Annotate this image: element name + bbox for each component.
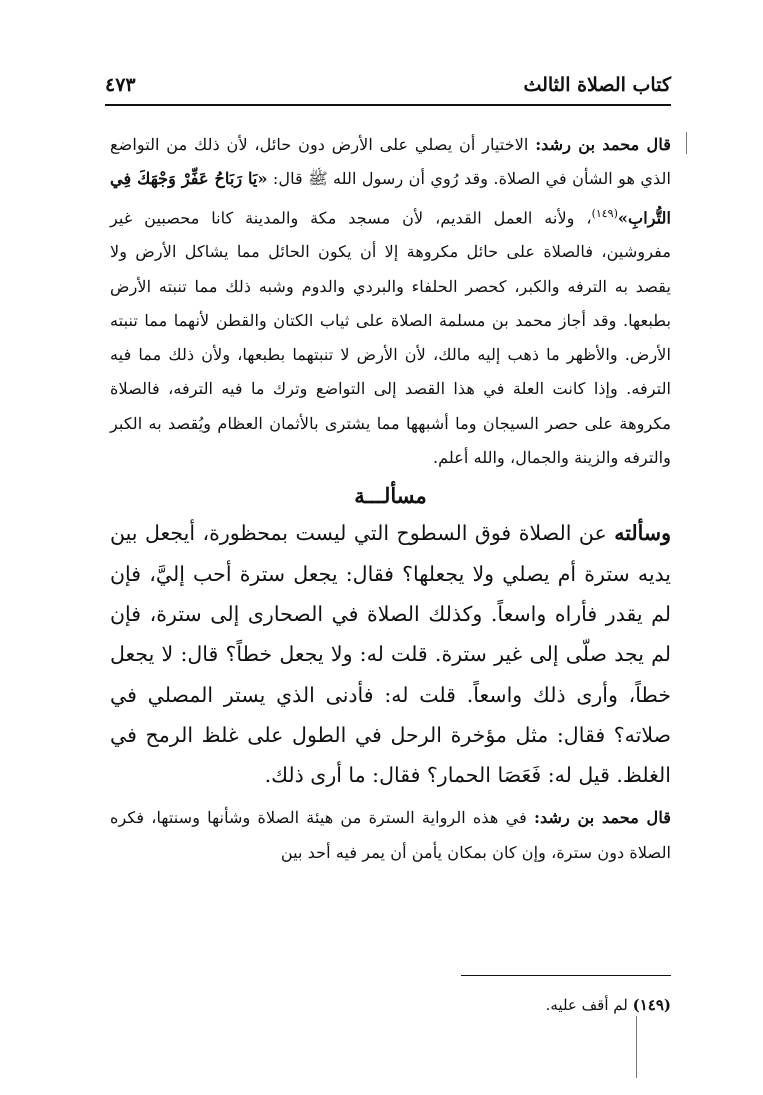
footnote-reference: (١٤٩) [591,206,618,220]
closing-text: في هذه الرواية السترة من هيئة الصلاة وشأنها وسنتها، فكره الصلاة دون سترة، وإن كان بمكان يأمن أن يمر فيه أحد بين [110,808,671,862]
closing-paragraph [110,801,671,870]
page-number: ٤٧٣ [105,74,136,96]
footnote-number: (١٤٩) [632,996,671,1014]
footnote [546,996,671,1014]
header-rule [105,104,671,106]
paragraph-text: الاختيار أن يصلي على الأرض دون حائل، لأن ذلك من التواضع الذي هو الشأن في الصلاة. وقد رُوي أن رسول الله ﷺ قال: [110,135,671,189]
margin-mark [686,132,687,154]
question-text: عن الصلاة فوق السطوح التي ليست بمحظورة، أيجعل بين يديه سترة أم يصلي ولا يجعلها؟ فقال: يجعل سترة أحب إليَّ، فإن لم يقدر فأراه واسعاً. وكذلك الصلاة في الصحارى إلى سترة، فإن لم يجد صلّى إلى غير سترة. قلت له: ولا يجعل خطاً؟ قال: لا يجعل خطاً، وأرى ذلك واسعاً. قلت له: فأدنى الذي يستر المصلي في صلاته؟ فقال: مثل مؤخرة الرحل في الطول على غلظ الرمح في الغلظ. قيل له: فَعَصَا الحمار؟ فقال: ما أرى ذلك. [110,521,671,788]
paragraph-lead: قال محمد بن رشد: [535,135,671,154]
commentary-paragraph [110,128,671,475]
hadith-quote: «يَا رَبَاحُ عَفِّرْ وَجْهَكَ فِي التُّرابِ» [110,169,671,227]
chapter-title: كتاب الصلاة الثالث [523,74,671,96]
footnote-rule [461,975,671,976]
section-heading: مسألـــة [354,483,427,509]
question-lead: وسألته [614,521,671,546]
margin-line [636,1016,637,1078]
closing-lead: قال محمد بن رشد: [533,808,671,828]
running-header [105,68,671,102]
main-text [110,128,671,870]
footnote-text: لم أقف عليه. [545,996,633,1014]
paragraph-text-continued: ، ولأنه العمل القديم، لأن مسجد مكة والمدينة كانا محصبين غير مفروشين، فالصلاة على حائل مكروهة إلا أن يكون الحائل مما يشاكل الأرض ولا يقصد به الترفه والكبر، كحصر الحلفاء والبردي والدوم وشبه ذلك مما تنبته الأرض بطبعها. وقد أجاز محمد بن مسلمة الصلاة على ثياب الكتان والقطن لأنهما مما تنبته الأرض. والأظهر ما ذهب إليه مالك، لأن الأرض لا تنبتهما بطبعها، ولأن ذلك مما فيه الترفه. وإذا كانت العلة في هذا القصد إلى التواضع وترك ما فيه الترفه، فالصلاة مكروهة على حصر السيجان وما أشبهها مما يشترى بالأثمان العظام ويُقصد به الكبر والترفه والزينة والجمال، والله أعلم. [110,207,671,468]
question-paragraph [110,513,671,795]
